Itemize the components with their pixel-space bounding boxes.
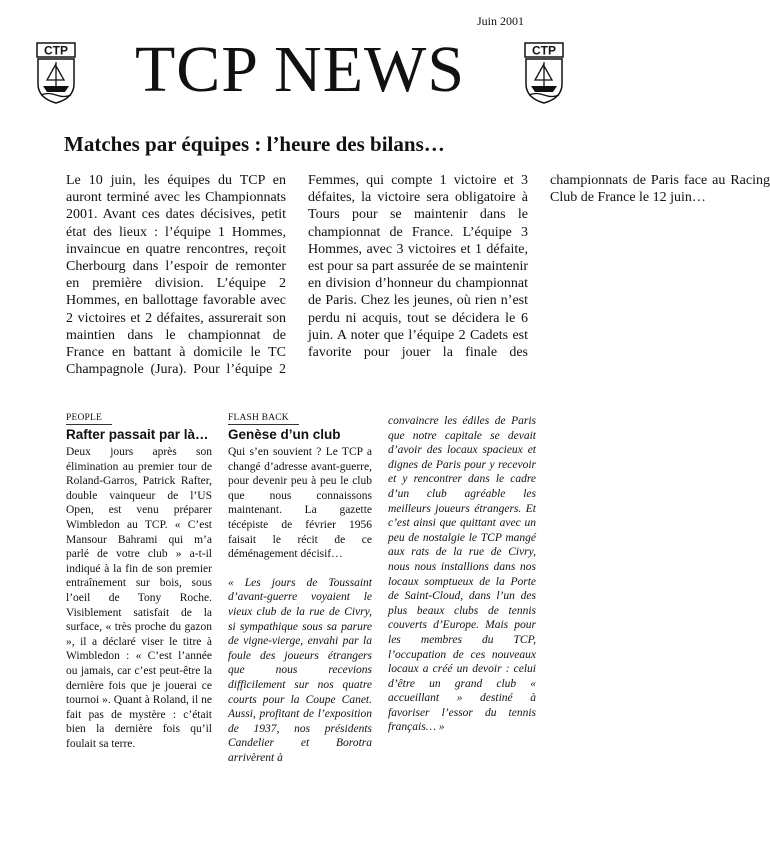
flashback-continued-column (388, 414, 536, 735)
people-article-body: Deux jours après son élimination au premier tour de Roland-Garros, Patrick Rafter, double vainqueur de l’US Open, est venu préparer Wimbledon au TCP. « C’est Mansour Bahrami qui m’a parlé de votre club » a-t-il indiqué à la fin de son premier entraînement sur bois, sous l’oeil de Tony Roche. Visiblement satisfait de la surface, « très proche du gazon », il a déclaré viser le titre à Wimbledon : « C’est l’année ou jamais, car c’est peut-être la dernière fois que je jouerai ce tournoi ». Quant à Roland, il ne fait pas de mystère : c’était bien la dernière fois qu’il foulait sa terre. (66, 446, 212, 750)
flashback-article-title: Genèse d’un club (228, 427, 341, 442)
lead-article-body: Le 10 juin, les équipes du TCP en auront terminé avec les Championnats 2001. Avant ces dates décisives, petit état des lieux : l’équipe 1 Hommes, invaincue en quatre rencontres, reçoit Cherbourg dans l’espoir de remonter en première division. L’équipe 2 Hommes, en ballottage favorable avec 2 victoires et 2 défaites, assurerait son maintien dans le championnat de France en battant à domicile le TC Champagnole (Jura). Pour l’équipe 2 Femmes, qui compte 1 victoire et 3 défaites, la victoire sera obligatoire à Tours pour se maintenir dans le championnat de France. L’équipe 3 Hommes, avec 3 victoires et 1 défaite, est pour sa part assurée de se maintenir en division d’honneur du championnat de Paris. Chez les jeunes, où rien n’est perdu ni acquis, tout se décidera le 6 juin. A noter que l’équipe 2 Cadets est favorite pour jouer la finale des championnats de Paris face au Racing Club de France le 12 juin… (66, 173, 770, 378)
flashback-column (228, 410, 372, 765)
logo-text: CTP (532, 43, 556, 58)
lead-article (66, 172, 770, 394)
logo-text: CTP (44, 43, 68, 58)
club-logo-right (524, 42, 564, 104)
flashback-quote: « Les jours de Toussaint d’avant-guerre voyaient le vieux club de la rue de Civry, si sympathique sous sa parure de vigne-vierge, envahi par la foule des joueurs étrangers que nous recevions difficilement sur nos quatre courts pour la Coupe Canet. Aussi, profitant de l’exposition de 1937, nos présidents Candelier et Borotra arrivèrent à (228, 576, 372, 764)
people-article-title: Rafter passait par là… (66, 427, 209, 442)
main-headline: Matches par équipes : l’heure des bilans… (64, 132, 445, 156)
flashback-quote-continued: convaincre les édiles de Paris que notre capitale se devait d’avoir des locaux spacieux et dignes de Paris pour y recevoir et y rencontrer dans le cadre d’un club agréable les meilleurs joueurs étrangers. Et c’est ainsi que quittant avec un peu de nostalgie le TCP mangé aux rats de la rue de Civry, nous nous installions dans nos locaux somptueux de la Porte de Saint-Cloud, dans l’un des plus beaux clubs de tennis couverts d’Europe. Mais pour les membres du TCP, l’occupation de ces nouveaux locaux a créé un devoir : celui d’être un grand club « accueillant » destiné à favoriser l’essor du tennis français… » (388, 415, 536, 734)
ship-emblem-icon (36, 42, 76, 104)
masthead (36, 33, 564, 106)
people-column (66, 410, 212, 751)
flashback-section-label: FLASH BACK (228, 412, 299, 425)
club-logo-left (36, 42, 76, 104)
people-section-label: PEOPLE (66, 412, 112, 425)
flashback-intro: Qui s’en souvient ? Le TCP a changé d’adresse avant-guerre, pour devenir peu à peu le club que nous connaissons maintenant. La gazette técépiste de février 1956 faisait le récit de ce déménagement décisif… (228, 446, 372, 561)
issue-date: Juin 2001 (476, 14, 524, 28)
ship-emblem-icon (524, 42, 564, 104)
newsletter-title: TCP NEWS (134, 33, 466, 106)
